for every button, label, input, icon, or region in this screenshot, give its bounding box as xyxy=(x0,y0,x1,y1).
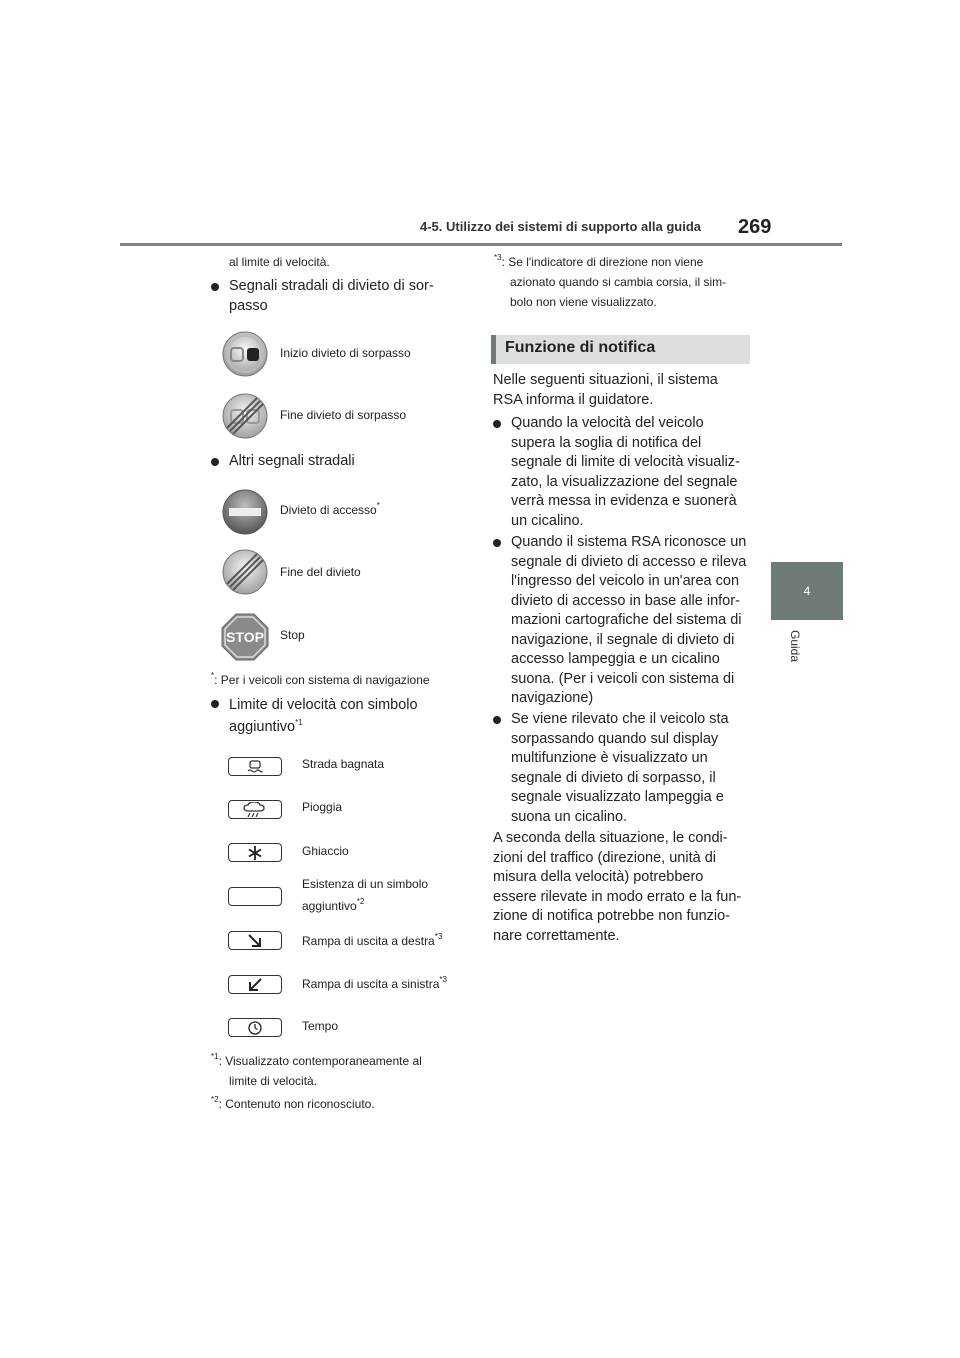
sign-label: Fine divieto di sorpasso xyxy=(280,408,407,422)
header-divider xyxy=(120,243,842,246)
section-header-title: 4-5. Utilizzo dei sistemi di supporto alla guida xyxy=(420,219,701,234)
bullet-line: Segnali stradali di divieto di sor- xyxy=(229,278,434,294)
bullet-additional-symbol xyxy=(211,694,461,736)
footnote-3: $^{*3}$: Se l'indicatore di direzione non viene azionato quando si cambia corsia, il sim- bolo non viene visualizzato. xyxy=(494,253,727,309)
symbol-label: Tempo xyxy=(302,1019,339,1033)
chapter-tab: 4 xyxy=(771,562,843,620)
no-overtaking-start-sign-icon xyxy=(222,331,268,377)
symbol-label: Ghiaccio xyxy=(302,844,349,858)
chapter-label: Guida xyxy=(788,630,802,663)
notification-bullet: Quando il sistema RSA riconosce un segnale di divieto di accesso e rileva l'ingresso del veicolo in un'area con divieto di accesso in base alle infor- mazioni cartografiche del sistema di navigazione, il segnale di divieto di accesso lampeggia e un cicalino suona. (Per i veicoli con sistema di navigazione) xyxy=(493,533,753,709)
no-overtaking-end-sign-icon xyxy=(222,393,268,439)
bullet-text: Altri segnali stradali xyxy=(229,453,355,469)
bullet-dot xyxy=(211,700,219,708)
snowflake-icon xyxy=(228,843,282,862)
section-heading: Funzione di notifica xyxy=(491,335,750,364)
clock-icon xyxy=(228,1018,282,1037)
end-of-restriction-sign-icon xyxy=(222,549,268,595)
bullet-dot xyxy=(493,716,501,724)
symbol-label-line2: aggiuntivo$^{*2}$ xyxy=(302,897,365,913)
intro-line: al limite di velocità. xyxy=(229,255,330,269)
page-number: 269 xyxy=(738,216,772,238)
bullet-dot xyxy=(211,458,219,466)
bullet-dot xyxy=(493,420,501,428)
symbol-label: Strada bagnata xyxy=(302,757,385,771)
wet-road-icon xyxy=(228,757,282,776)
arrow-down-left-icon xyxy=(228,975,282,994)
notification-bullet: Se viene rilevato che il veicolo sta sorpassando quando sul display multifunzione è visualizzato un segnale di divieto di sorpasso, il segnale visualizzato lampeggia e suona un cicalino. xyxy=(493,710,753,830)
bullet-line: passo xyxy=(229,297,268,314)
bullet-line: aggiuntivo$^{*1}$ xyxy=(229,718,303,735)
bullet-line: Limite di velocità con simbolo xyxy=(229,697,418,713)
symbol-label: Pioggia xyxy=(302,800,343,814)
rain-icon xyxy=(228,800,282,819)
bullet-dot xyxy=(211,283,219,291)
sign-label: Stop xyxy=(280,628,305,642)
notification-bullet: Quando la velocità del veicolo supera la soglia di notifica del segnale di limite di velocità visualiz- zato, la visualizzazione del segnale verrà messa in evidenza e suonerà un cicalino. xyxy=(493,414,753,534)
stop-sign-icon xyxy=(221,613,269,661)
symbol-label: Esistenza di un simbolo xyxy=(302,877,429,891)
symbol-label: Rampa di uscita a destra$^{*3}$ xyxy=(302,932,443,948)
section-intro: Nelle seguenti situazioni, il sistema RSA informa il guidatore. xyxy=(493,372,718,408)
stop-sign-text: STOP xyxy=(226,629,264,645)
sign-label: Fine del divieto xyxy=(280,565,361,579)
closing-paragraph: A seconda della situazione, le condi- zioni del traffico (direzione, unità di misura della velocità) potrebbero essere rilevate in modo errato e la fun- zione di notifica potrebbe non funzio- nare correttamente. xyxy=(493,830,742,944)
bullet-other-signs xyxy=(211,452,461,472)
blank-symbol-icon xyxy=(228,887,282,906)
symbol-label: Rampa di uscita a sinistra$^{*3}$ xyxy=(302,975,447,991)
bullet-no-overtaking xyxy=(211,277,461,317)
sign-label: Divieto di accesso* xyxy=(280,501,380,517)
bullet-dot xyxy=(493,539,501,547)
footnote-1: $^{*1}$: Visualizzato contemporaneamente al limite di velocità. xyxy=(211,1052,422,1088)
footnote-2: $^{*2}$: Contenuto non riconosciuto. xyxy=(211,1095,375,1111)
arrow-down-right-icon xyxy=(228,931,282,950)
no-entry-sign-icon xyxy=(222,489,268,535)
footnote-star: *: Per i veicoli con sistema di navigazione xyxy=(211,671,430,687)
sign-label: Inizio divieto di sorpasso xyxy=(280,346,411,360)
